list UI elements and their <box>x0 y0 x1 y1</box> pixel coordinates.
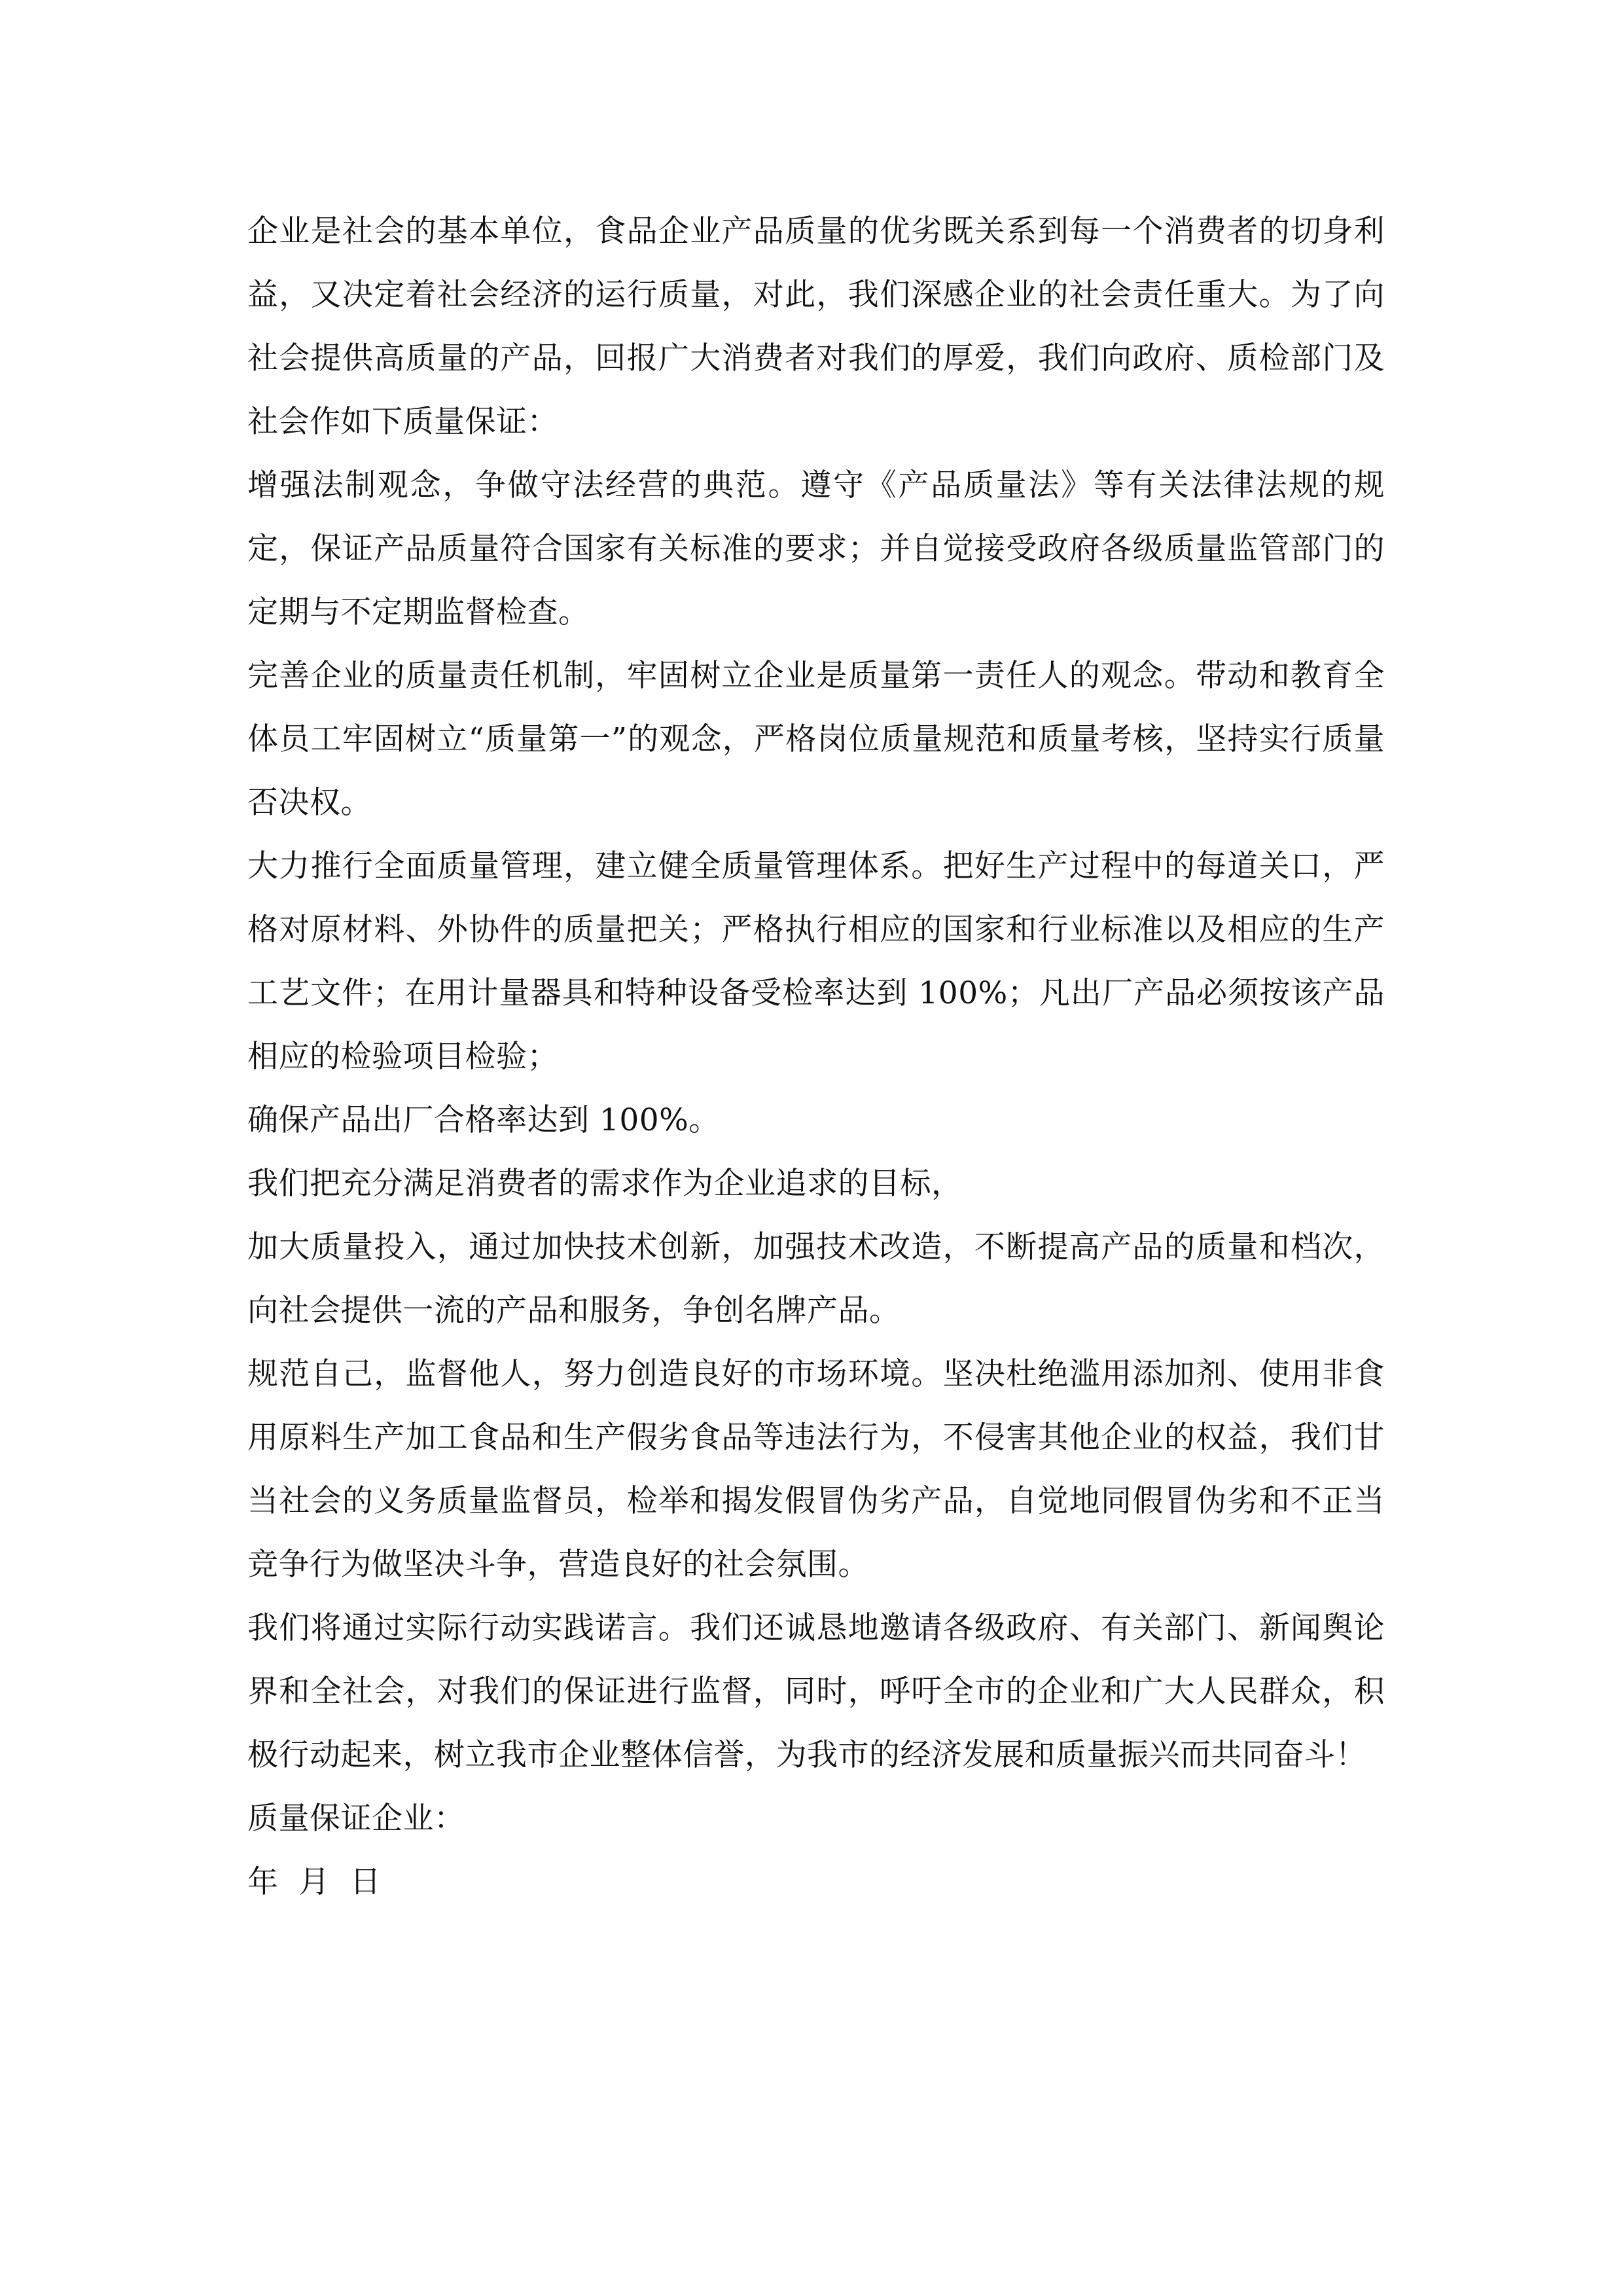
paragraph-quality-management: 大力推行全面质量管理，建立健全质量管理体系。把好生产过程中的每道关口，严格对原材料、外协件的质量把关；严格执行相应的国家和行业标准以及相应的生产工艺文件；在用计量器具和特种设备受检率达到 100%；凡出厂产品必须按该产品相应的检验项目检验； <box>247 848 1385 1075</box>
paragraph-pass-rate: 确保产品出厂合格率达到 100%。 <box>247 1102 720 1138</box>
paragraph-goal: 我们把充分满足消费者的需求作为企业追求的目标， <box>247 1166 963 1202</box>
paragraph-intro: 企业是社会的基本单位，食品企业产品质量的优劣既关系到每一个消费者的切身利益，又决定着社会经济的运行质量，对此，我们深感企业的社会责任重大。为了向社会提供高质量的产品，回报广大消费者对我们的厚爱，我们向政府、质检部门及社会作如下质量保证： <box>247 213 1385 440</box>
paragraph-market-environment: 规范自己，监督他人，努力创造良好的市场环境。坚决杜绝滥用添加剂、使用非食用原料生产加工食品和生产假劣食品等违法行为，不侵害其他企业的权益，我们甘当社会的义务质量监督员，检举和揭发假冒伪劣产品，自觉地同假冒伪劣和不正当竞争行为做坚决斗争，营造良好的社会氛围。 <box>247 1356 1385 1583</box>
signature-label: 质量保证企业： <box>247 1801 465 1837</box>
date-line: 年 月 日 <box>247 1864 382 1900</box>
paragraph-responsibility: 完善企业的质量责任机制，牢固树立企业是质量第一责任人的观念。带动和教育全体员工牢固树立“质量第一”的观念，严格岗位质量规范和质量考核，坚持实行质量否决权。 <box>247 658 1385 821</box>
paragraph-investment: 加大质量投入，通过加快技术创新，加强技术改造，不断提高产品的质量和档次，向社会提供一流的产品和服务，争创名牌产品。 <box>247 1229 1385 1329</box>
document-body <box>247 200 1385 1914</box>
paragraph-law-compliance: 增强法制观念，争做守法经营的典范。遵守《产品质量法》等有关法律法规的规定，保证产品质量符合国家有关标准的要求；并自觉接受政府各级质量监管部门的定期与不定期监督检查。 <box>247 467 1385 630</box>
paragraph-commitment: 我们将通过实际行动实践诺言。我们还诚恳地邀请各级政府、有关部门、新闻舆论界和全社会，对我们的保证进行监督，同时，呼吁全市的企业和广大人民群众，积极行动起来，树立我市企业整体信誉，为我市的经济发展和质量振兴而共同奋斗！ <box>247 1610 1385 1773</box>
